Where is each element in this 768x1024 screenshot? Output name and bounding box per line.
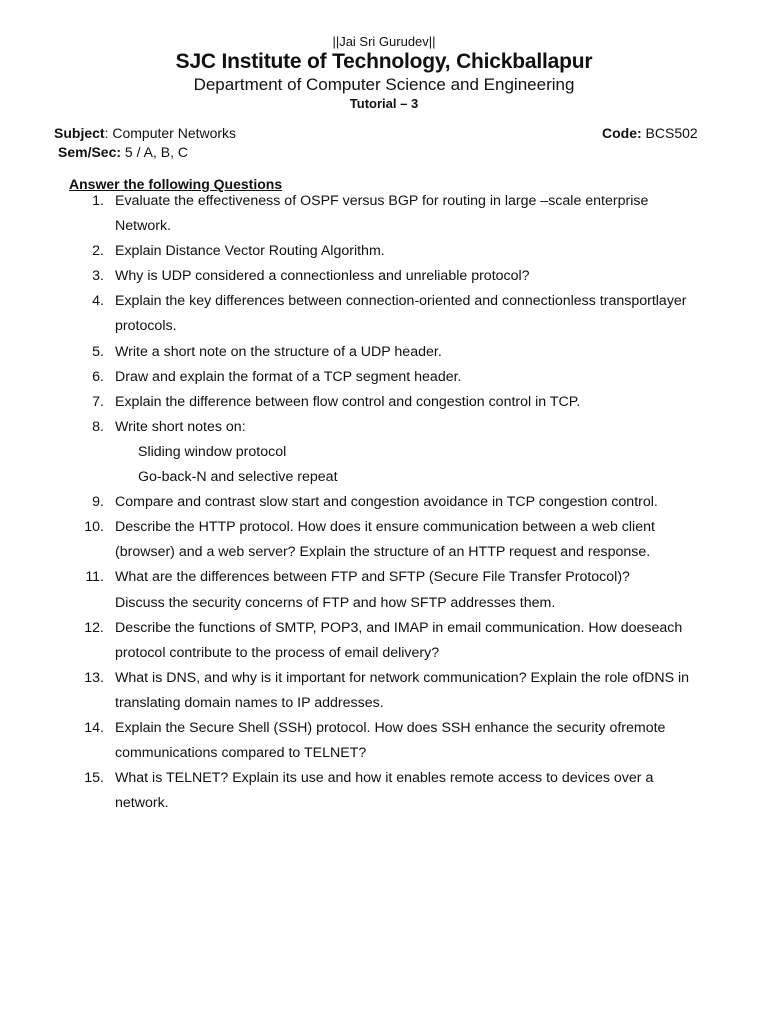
- semsec-line: [58, 144, 188, 160]
- question-number: 7.: [92, 393, 104, 410]
- question-text: Explain the key differences between connection-oriented and connectionless transportlayer: [115, 293, 687, 310]
- invocation-line: ||Jai Sri Gurudev||: [332, 34, 436, 49]
- question-subitem: [0, 467, 768, 492]
- institute-title: SJC Institute of Technology, Chickballapur: [175, 50, 593, 73]
- question-item: [0, 191, 768, 216]
- question-item: [0, 392, 768, 417]
- tutorial-title: Tutorial – 3: [349, 96, 419, 111]
- question-continuation: [0, 542, 768, 567]
- question-continuation: [0, 643, 768, 668]
- question-text: Write short notes on:: [115, 418, 246, 435]
- question-text: communications compared to TELNET?: [115, 745, 367, 762]
- question-item: [0, 342, 768, 367]
- question-number: 2.: [92, 243, 104, 260]
- question-text: Write a short note on the structure of a UDP header.: [115, 343, 442, 360]
- question-number: 11.: [85, 569, 104, 586]
- question-text: network.: [115, 795, 169, 812]
- department-name: Department of Computer Science and Engineering: [193, 75, 575, 94]
- question-text: (browser) and a web server? Explain the structure of an HTTP request and response.: [115, 544, 651, 561]
- question-text: Network.: [115, 218, 171, 235]
- question-subitem: [0, 442, 768, 467]
- question-number: 4.: [92, 293, 104, 310]
- question-item: [0, 668, 768, 693]
- subject-value: : Computer Networks: [104, 125, 237, 141]
- subitem-text: Sliding window protocol: [138, 443, 287, 460]
- semsec-value: 5 / A, B, C: [121, 144, 188, 160]
- question-text: Describe the functions of SMTP, POP3, and IMAP in email communication. How doeseach: [115, 619, 683, 636]
- question-number: 10.: [84, 519, 104, 536]
- question-text: translating domain names to IP addresses.: [115, 694, 384, 711]
- question-continuation: [0, 593, 768, 618]
- question-number: 12.: [84, 619, 104, 636]
- code-value: BCS502: [641, 125, 698, 141]
- question-text: Compare and contrast slow start and congestion avoidance in TCP congestion control.: [115, 494, 658, 511]
- subitem-text: Go-back-N and selective repeat: [138, 469, 338, 486]
- question-text: protocols.: [115, 318, 177, 335]
- question-item: [0, 291, 768, 316]
- question-text: Explain the difference between flow control and congestion control in TCP.: [115, 393, 581, 410]
- question-number: 14.: [84, 719, 104, 736]
- question-text: Discuss the security concerns of FTP and how SFTP addresses them.: [115, 594, 556, 611]
- question-item: [0, 517, 768, 542]
- question-continuation: [0, 216, 768, 241]
- question-number: 8.: [92, 418, 104, 435]
- question-continuation: [0, 693, 768, 718]
- question-number: 1.: [92, 193, 104, 209]
- subject-label: Subject: [54, 125, 105, 141]
- question-number: 15.: [84, 770, 104, 787]
- question-item: [0, 266, 768, 291]
- question-item: [0, 567, 768, 592]
- question-text: protocol contribute to the process of email delivery?: [115, 644, 440, 661]
- code-line: [602, 125, 698, 141]
- question-item: [0, 492, 768, 517]
- question-text: What are the differences between FTP and SFTP (Secure File Transfer Protocol)?: [115, 569, 630, 586]
- question-list: [0, 191, 768, 818]
- question-item: [0, 768, 768, 793]
- question-continuation: [0, 316, 768, 341]
- instruction-heading: Answer the following Questions: [69, 176, 283, 192]
- question-text: Why is UDP considered a connectionless and unreliable protocol?: [115, 268, 530, 285]
- question-text: What is TELNET? Explain its use and how it enables remote access to devices over a: [115, 770, 654, 787]
- question-number: 13.: [84, 669, 104, 686]
- question-text: Explain the Secure Shell (SSH) protocol. How does SSH enhance the security ofremote: [115, 719, 666, 736]
- semsec-label: Sem/Sec:: [58, 144, 122, 160]
- question-text: What is DNS, and why is it important for network communication? Explain the role ofDNS in: [115, 669, 690, 686]
- question-text: Describe the HTTP protocol. How does it ensure communication between a web client: [115, 519, 655, 536]
- question-item: [0, 618, 768, 643]
- question-number: 6.: [92, 368, 104, 385]
- question-item: [0, 718, 768, 743]
- code-label: Code:: [602, 125, 642, 141]
- question-number: 5.: [92, 343, 104, 360]
- question-text: Draw and explain the format of a TCP segment header.: [115, 368, 462, 385]
- question-continuation: [0, 793, 768, 818]
- question-text: Explain Distance Vector Routing Algorithm.: [115, 243, 385, 260]
- question-number: 9.: [92, 494, 104, 511]
- question-continuation: [0, 743, 768, 768]
- question-item: [0, 417, 768, 442]
- subject-line: [54, 125, 236, 141]
- question-number: 3.: [92, 268, 104, 285]
- question-item: [0, 241, 768, 266]
- question-item: [0, 367, 768, 392]
- question-text: Evaluate the effectiveness of OSPF versus BGP for routing in large –scale enterprise: [115, 193, 649, 209]
